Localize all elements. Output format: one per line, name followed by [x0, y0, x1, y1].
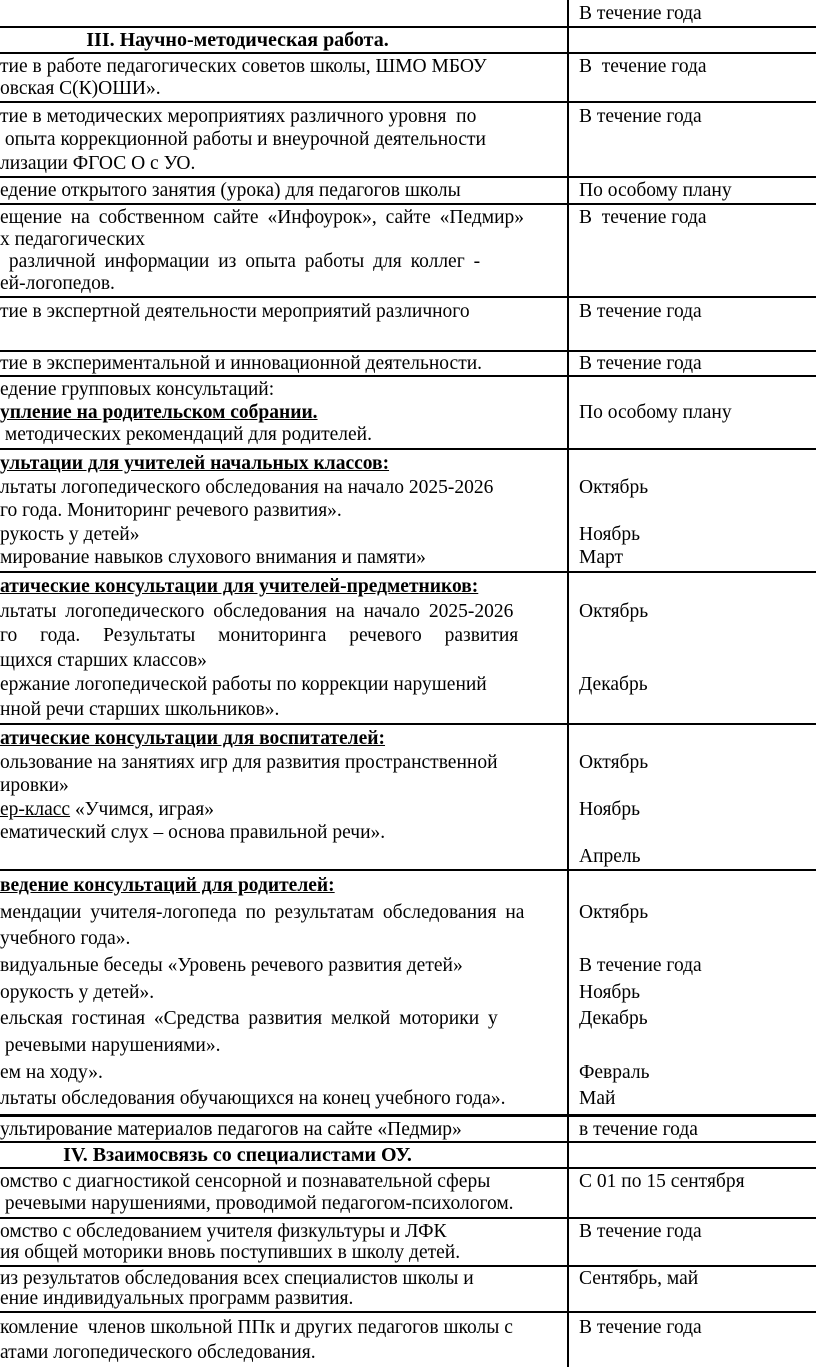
- text-line: [0, 798, 561, 822]
- activity-cell: [0, 28, 569, 52]
- text-line: Апрель: [579, 845, 641, 867]
- activity-cell: [0, 1143, 569, 1167]
- text-line: IV. Взаимосвязь со специалистами ОУ.: [63, 1143, 412, 1166]
- text-line: Октябрь: [579, 600, 649, 622]
- text-line: рукость у детей»: [0, 523, 140, 545]
- text-line: ещение на собственном сайте «Инфоурок», сайте «Педмир»: [0, 207, 525, 228]
- text-line: ия общей моторики вновь поступивших в школу детей.: [0, 1242, 461, 1264]
- text-line: комление членов школьной ППк и других педагогов школы с: [0, 1316, 513, 1338]
- activity-cell: [0, 573, 569, 723]
- text-line: [579, 821, 814, 845]
- text-line: Ноябрь: [579, 523, 640, 545]
- activity-cell: [0, 725, 569, 869]
- text-line: ультирование материалов педагогов на сайте «Педмир»: [0, 1118, 462, 1140]
- text-line: атические консультации для воспитателей:: [0, 728, 386, 749]
- text-line: ем на ходу».: [0, 1061, 103, 1083]
- activity-cell: [0, 205, 569, 296]
- text-line: ведение консультаций для родителей:: [0, 875, 335, 896]
- table-row: [0, 352, 816, 377]
- text-line: различной информации из опыта работы для коллег -: [0, 251, 481, 272]
- timing-cell: [569, 1143, 816, 1167]
- table-row: [0, 205, 816, 298]
- underlined-text: ер-класс: [0, 798, 71, 820]
- text-line: Февраль: [579, 1061, 650, 1083]
- text-line: ельская гостиная «Средства развития мелкой моторики у: [0, 1008, 498, 1030]
- section-header-row: [0, 28, 816, 54]
- text-line: атические консультации для учителей-предметников:: [0, 576, 479, 597]
- text-line: мендации учителя-логопеда по результатам обследования на: [0, 901, 525, 923]
- table-row: [0, 1219, 816, 1267]
- text-line: ержание логопедической работы по коррекции нарушений: [0, 674, 487, 695]
- text-line: В течение года: [579, 3, 702, 24]
- text-line: Ноябрь: [579, 981, 640, 1003]
- text-line: х педагогических: [0, 229, 145, 250]
- timing-cell: [569, 205, 816, 296]
- text-line: Декабрь: [579, 674, 648, 695]
- activity-cell: [0, 0, 569, 26]
- text-line: С 01 по 15 сентября: [579, 1170, 745, 1192]
- text-line: речевыми нарушениями, проводимой педагогом-психологом.: [0, 1193, 514, 1215]
- text-line: [579, 1033, 814, 1060]
- timing-cell: [569, 28, 816, 52]
- timing-cell: [569, 54, 816, 101]
- text-line: ение индивидуальных программ развития.: [0, 1288, 354, 1310]
- text-line: В течение года: [579, 1220, 702, 1242]
- text-line: ей-логопедов.: [0, 273, 115, 294]
- text-line: опыта коррекционной работы и внеурочной деятельности: [0, 129, 486, 151]
- timing-cell: [569, 1267, 816, 1311]
- timing-cell: [569, 725, 816, 869]
- table-row: [0, 725, 816, 871]
- timing-cell: [569, 352, 816, 375]
- text-line: из результатов обследования всех специалистов школы и: [0, 1267, 474, 1289]
- activity-cell: [0, 1169, 569, 1217]
- text-line: тие в экспериментальной и инновационной деятельности.: [0, 353, 483, 374]
- text-line: ировки»: [0, 775, 69, 796]
- text-line: [579, 649, 814, 674]
- activity-cell: [0, 103, 569, 176]
- table-row: [0, 1313, 816, 1367]
- timing-cell: [569, 103, 816, 176]
- text-line: По особому плану: [579, 180, 732, 201]
- text-line: [579, 873, 814, 900]
- timing-cell: [569, 377, 816, 448]
- text-line: атами логопедического обследования.: [0, 1342, 316, 1364]
- text-line: орукость у детей».: [0, 981, 155, 1003]
- table-row: [0, 54, 816, 103]
- text-line: го года. Мониторинг речевого развития».: [0, 500, 342, 522]
- text-line: [579, 452, 814, 476]
- timing-cell: [569, 573, 816, 723]
- table-row: [0, 178, 816, 205]
- table-row: [0, 1169, 816, 1219]
- text-line: Октябрь: [579, 901, 649, 923]
- timing-cell: [569, 178, 816, 203]
- text-line: методических рекомендаций для родителей.: [0, 424, 372, 446]
- text-line: [579, 499, 814, 523]
- text-span: «Учимся, играя»: [70, 798, 215, 820]
- table-row: [0, 1117, 816, 1143]
- text-line: Декабрь: [579, 1008, 648, 1030]
- text-line: Ноябрь: [579, 798, 640, 820]
- activity-cell: [0, 871, 569, 1114]
- text-line: [579, 727, 814, 751]
- text-line: омство с обследованием учителя физкультуры и ЛФК: [0, 1220, 447, 1242]
- activity-cell: [0, 1117, 569, 1141]
- text-line: [579, 926, 814, 953]
- text-line: го года. Результаты мониторинга речевого развития: [0, 625, 519, 646]
- activity-cell: [0, 1267, 569, 1311]
- text-line: льтаты логопедического обследования на начало 2025-2026: [0, 476, 494, 498]
- activity-cell: [0, 178, 569, 203]
- text-line: ематический слух – основа правильной речи».: [0, 822, 386, 843]
- text-line: лизации ФГОС О с УО.: [0, 152, 196, 174]
- text-line: льтаты логопедического обследования на начало 2025-2026: [0, 600, 514, 622]
- text-line: III. Научно-методическая работа.: [86, 29, 389, 51]
- timing-cell: [569, 0, 816, 26]
- text-line: [579, 774, 814, 798]
- activity-cell: [0, 1219, 569, 1265]
- timing-cell: [569, 871, 816, 1114]
- text-line: [579, 698, 814, 723]
- text-line: Сентябрь, май: [579, 1267, 699, 1289]
- timing-cell: [569, 450, 816, 571]
- text-line: едение групповых консультаций:: [0, 379, 275, 400]
- text-line: льтаты обследования обучающихся на конец учебного года».: [0, 1088, 506, 1110]
- activity-cell: [0, 298, 569, 350]
- text-line: едение открытого занятия (урока) для педагогов школы: [0, 180, 461, 201]
- text-line: омство с диагностикой сенсорной и познавательной сферы: [0, 1170, 491, 1192]
- activity-cell: [0, 450, 569, 571]
- text-line: в течение года: [579, 1118, 698, 1140]
- text-line: ользование на занятиях игр для развития пространственной: [0, 751, 498, 773]
- text-line: В течение года: [579, 301, 702, 322]
- text-line: По особому плану: [579, 401, 732, 423]
- text-line: Март: [579, 547, 624, 569]
- text-line: речевыми нарушениями».: [0, 1034, 221, 1056]
- table-row: [0, 871, 816, 1117]
- text-line: [0, 325, 561, 350]
- timing-cell: [569, 298, 816, 350]
- text-line: В течение года: [579, 954, 702, 976]
- text-line: В течение года: [579, 56, 707, 77]
- text-line: щихся старших классов»: [0, 649, 207, 671]
- text-line: Октябрь: [579, 751, 649, 773]
- table-row: [0, 377, 816, 450]
- text-line: овская С(К)ОШИ».: [0, 78, 161, 99]
- text-line: тие в экспертной деятельности мероприятий различного: [0, 301, 470, 322]
- timing-cell: [569, 1169, 816, 1217]
- activity-cell: [0, 54, 569, 101]
- text-line: Октябрь: [579, 476, 649, 498]
- text-line: В течение года: [579, 353, 702, 374]
- text-line: учебного года».: [0, 928, 131, 950]
- activity-cell: [0, 1313, 569, 1367]
- text-line: ультации для учителей начальных классов:: [0, 453, 390, 474]
- activity-cell: [0, 377, 569, 448]
- text-line: Май: [579, 1088, 616, 1110]
- text-line: [579, 575, 814, 600]
- timing-cell: [569, 1117, 816, 1141]
- text-line: В течение года: [579, 207, 707, 228]
- text-line: мирование навыков слухового внимания и памяти»: [0, 547, 426, 569]
- table-row: [0, 298, 816, 352]
- text-line: видуальные беседы «Уровень речевого развития детей»: [0, 954, 463, 976]
- text-line: тие в работе педагогических советов школы, ШМО МБОУ: [0, 56, 487, 77]
- activity-cell: [0, 352, 569, 375]
- table-row: [0, 573, 816, 725]
- table-row: [0, 103, 816, 178]
- timing-cell: [569, 1219, 816, 1265]
- text-line: В течение года: [579, 1316, 702, 1338]
- text-line: [579, 624, 814, 649]
- text-line: упление на родительском собрании.: [0, 401, 318, 423]
- text-line: тие в методических мероприятиях различного уровня по: [0, 106, 477, 127]
- text-line: нной речи старших школьников».: [0, 698, 280, 720]
- text-line: В течение года: [579, 106, 702, 127]
- table-row: [0, 450, 816, 573]
- text-line: [579, 379, 814, 402]
- table-row: [0, 1267, 816, 1313]
- timing-cell: [569, 1313, 816, 1367]
- table-row: [0, 0, 816, 28]
- section-header-row: [0, 1143, 816, 1169]
